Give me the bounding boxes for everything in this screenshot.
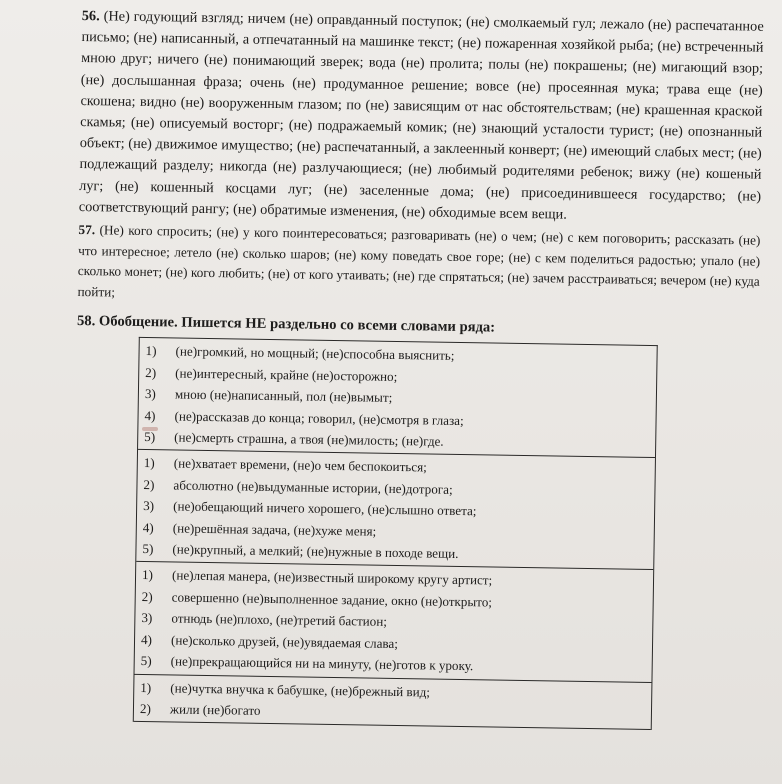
row-text: (не)чутка внучка к бабушке, (не)брежный вид; — [170, 679, 431, 700]
row-text: (не)рассказав до конца; говорил, (не)смотря в глаза; — [174, 408, 464, 428]
row-number: 4) — [144, 407, 156, 423]
row-number: 1) — [143, 455, 155, 471]
row-number: 1) — [140, 679, 152, 695]
option-group-3 — [135, 562, 654, 682]
option-group-4 — [134, 674, 652, 730]
row-text: (не)обещающий ничего хорошего, (не)слышно ответа; — [173, 498, 477, 519]
exercise-57-number: 57. — [78, 222, 96, 238]
option-group-2 — [136, 450, 655, 570]
row-number: 5) — [140, 653, 152, 669]
row-number: 1) — [141, 567, 154, 583]
row-text: (не)решённая задача, (не)хуже меня; — [172, 520, 377, 539]
row-number: 2) — [145, 364, 157, 381]
row-text: (не)прекращающийся ни на минуту, (не)готов к уроку. — [170, 653, 474, 674]
row-number: 4) — [140, 631, 153, 647]
row-text: абсолютно (не)выдуманные истории, (не)дотрога; — [173, 477, 453, 497]
row-number: 3) — [143, 498, 155, 514]
exercise-56-number: 56. — [81, 7, 100, 25]
row-text: (не)крупный, а мелкий; (не)нужные в походе вещи. — [172, 541, 459, 562]
row-number: 5) — [144, 429, 156, 445]
row-text: (не)хватает времени, (не)о чем беспокоиться; — [173, 455, 427, 475]
row-number: 4) — [142, 519, 154, 535]
row-number: 5) — [142, 541, 154, 557]
text-sheet — [71, 6, 764, 732]
row-text: отнюдь (не)плохо, (не)третий бастион; — [171, 610, 388, 630]
row-number: 2) — [141, 588, 153, 605]
exercise-56 — [79, 6, 764, 229]
row-number: 2) — [143, 476, 155, 493]
exercise-57-text: (Не) кого спросить; (не) у кого поинтересоваться; разговаривать (не) о чем; (не) с кем поговорить; рассказать (не) что интересное; летело (не) сколько шаров; (не) кому поведать свое горе; (не) с кем поделиться радостью; упало (не) сколько монет; (не) кого любить; (не) от кого утаивать; (не) где спрятаться; (не) зачем расстраиваться; вечером (не) куда пойти; — [77, 222, 761, 300]
row-text: мною (не)написанный, пол (не)вымыт; — [174, 386, 393, 406]
answer-options-table — [133, 337, 658, 730]
row-number: 3) — [141, 610, 153, 626]
exercise-56-text: (Не) годующий взгляд; ничем (не) оправданный поступок; (не) смолкаемый гул; лежало (не) распечатанное письмо; (не) написанный, а отпечатанный на машинке текст; (не) пожаренная хозяйкой рыба; (не) встреченный мною друг; ничего (не) понимающий зверек; вода (не) пролита; полы (не) покрашены; (не) мигающий взор; (не) дослышанная фраза; очень (не) продуманное решение; вовсе (не) просеянная мука; трава еще (не) скошена; видно (не) вооруженным глазом; по (не) зависящим от нас обстоятельствам; (не) крашенная краской скамья; (не) описуемый восторг; (не) подражаемый комик; (не) знающий усталости турист; (не) опознанный объект; (не) движимое имущество; (не) распечатанный, а заклеенный конверт; (не) имеющий слабых мест; (не) подлежащий разделу; никогда (не) разлучающиеся; (не) любимый родителями ребенок; вижу (не) кошеный луг; (не) кошенный косцами луг; (не) заселенные дома; (не) присоединившееся государство; (не) соответствующий рангу; (не) обратимые изменения, (не) обходимые всем вещи. — [78, 8, 764, 223]
row-text: жили (не)богато — [169, 701, 261, 718]
row-text: (не)сколько друзей, (не)увядаемая слава; — [170, 632, 399, 651]
row-number: 1) — [145, 343, 157, 359]
exercise-58-title: 58. Обобщение. Пишется НЕ раздельно со всеми словами ряда: — [76, 313, 496, 336]
row-text: совершенно (не)выполненное задание, окно (не)открыто; — [171, 589, 493, 610]
row-number: 2) — [139, 700, 152, 717]
row-text: (не)интересный, крайне (не)осторожно; — [175, 365, 398, 384]
row-text: (не)громкий, но мощный; (не)способна выяснить; — [175, 343, 455, 364]
row-text: (не)смерть страшна, а твоя (не)милость; (не)где. — [174, 429, 444, 449]
exercise-57 — [77, 220, 760, 313]
row-number: 3) — [144, 386, 156, 402]
option-group-1 — [138, 338, 657, 458]
row-text: (не)лепая манера, (не)известный широкому кругу артист; — [171, 567, 493, 588]
